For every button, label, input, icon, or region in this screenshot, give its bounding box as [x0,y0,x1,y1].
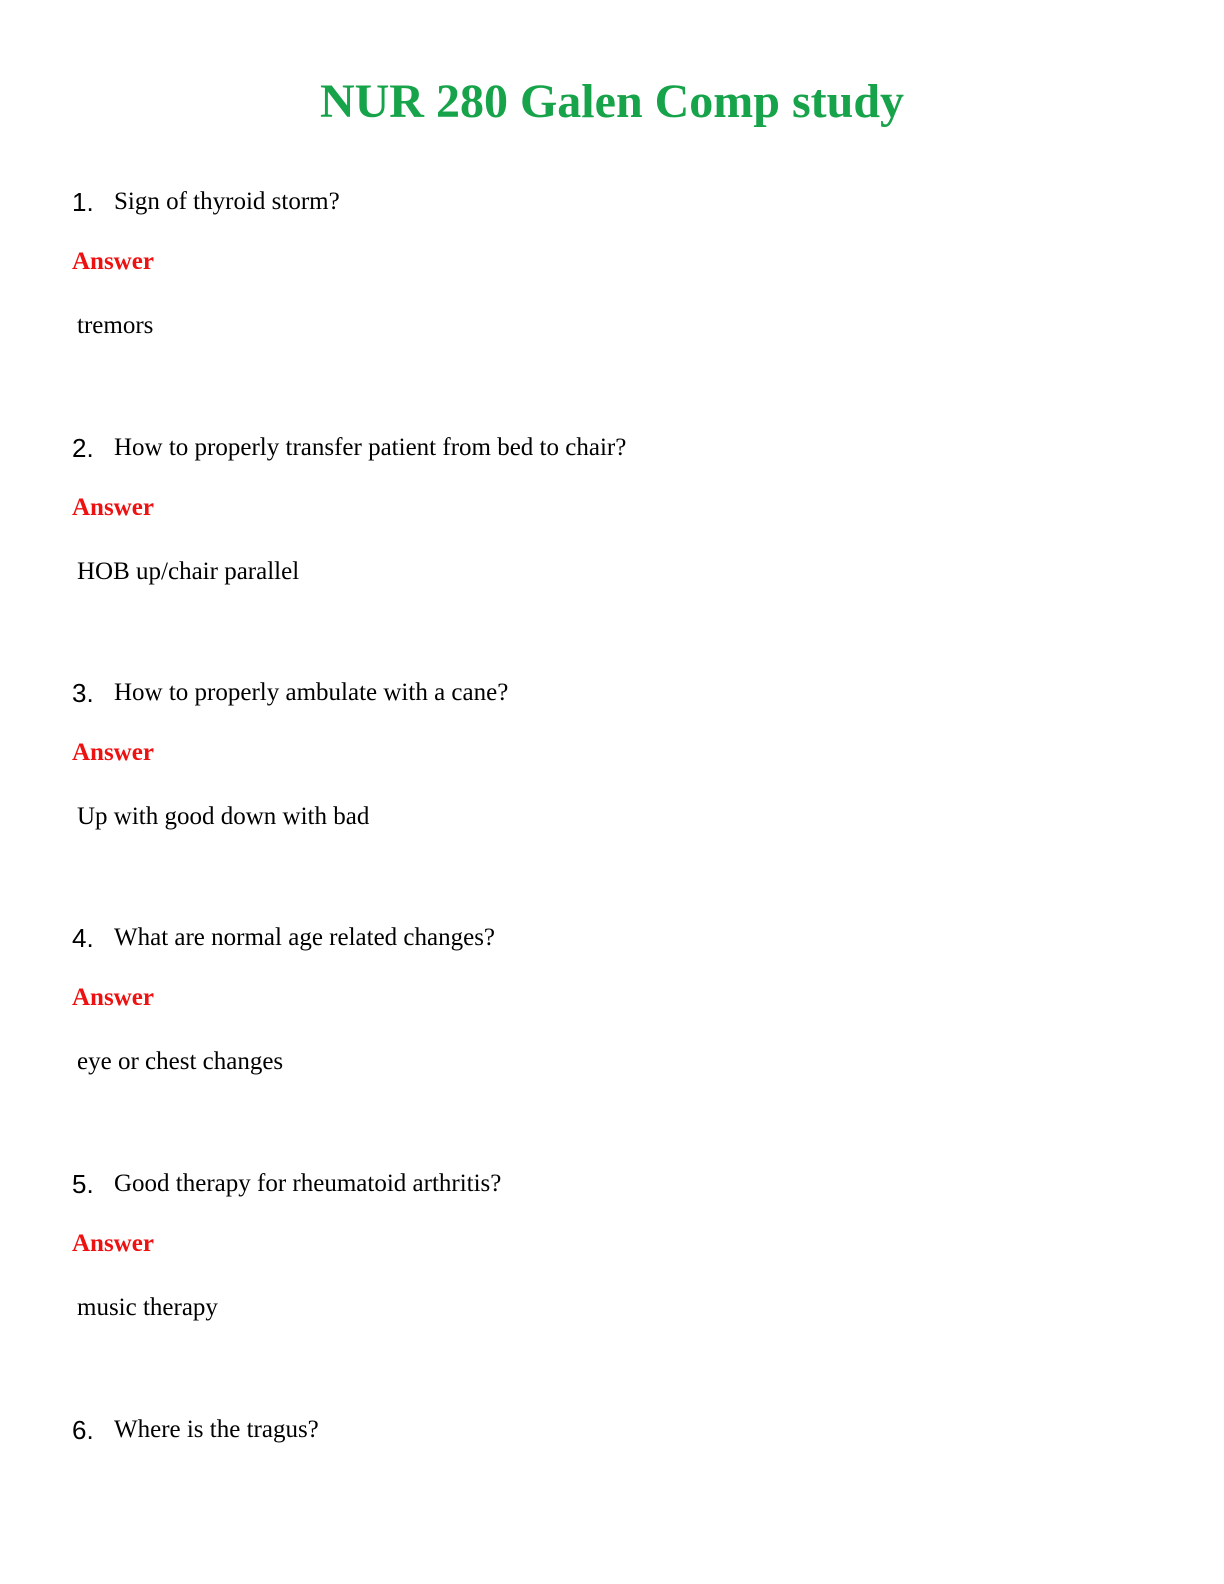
answer-label: Answer [72,1230,154,1257]
question-row [72,1164,1152,1204]
answer-text: Up with good down with bad [77,803,370,830]
question-row [72,182,1152,222]
question-text: How to properly transfer patient from bed to chair? [114,434,627,461]
question-number: 6. [72,1415,94,1445]
question-text: Where is the tragus? [114,1416,319,1443]
answer-text: HOB up/chair parallel [77,558,300,585]
question-number: 5. [72,1169,94,1199]
question-text: Sign of thyroid storm? [114,188,340,215]
question-row [72,673,1152,713]
answer-text: eye or chest changes [77,1048,284,1075]
question-text: How to properly ambulate with a cane? [114,679,509,706]
qa-item-1 [72,182,1152,339]
answer-label: Answer [72,984,154,1011]
answer-label: Answer [72,739,154,766]
qa-item-2 [72,428,1152,585]
answer-text: tremors [77,312,154,339]
qa-item-6 [72,1410,1152,1450]
qa-item-3 [72,673,1152,830]
document-title: NUR 280 Galen Comp study [319,75,905,128]
question-number: 2. [72,433,94,463]
answer-label: Answer [72,248,154,275]
qa-item-5 [72,1164,1152,1321]
question-number: 4. [72,923,94,953]
question-number: 3. [72,678,94,708]
answer-label: Answer [72,494,154,521]
question-text: Good therapy for rheumatoid arthritis? [114,1170,502,1197]
question-row [72,918,1152,958]
question-row [72,428,1152,468]
answer-text: music therapy [77,1294,218,1321]
qa-item-4 [72,918,1152,1075]
question-text: What are normal age related changes? [114,924,496,951]
question-number: 1. [72,187,94,217]
question-row [72,1410,1152,1450]
